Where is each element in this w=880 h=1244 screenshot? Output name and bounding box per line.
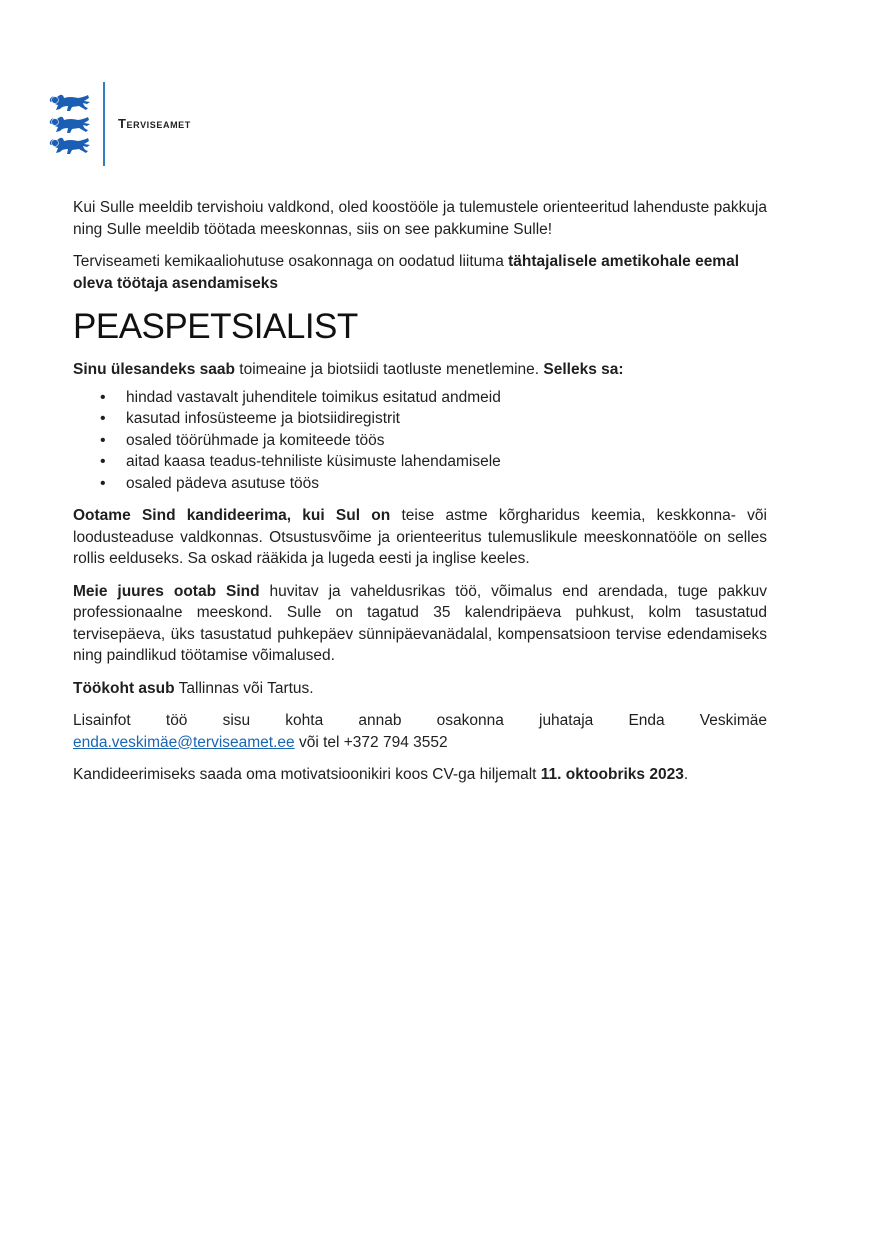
list-item: • osaled töörühmade ja komiteede töös (126, 430, 767, 452)
requirements-paragraph: Ootame Sind kandideerima, kui Sul on teise astme kõrgharidus keemia, keskkonna- või loodusteaduse valdkonnas. Otsustusvõime ja orienteeritus tulemuslikule meeskonnatööle on selles rollis eelduseks. Sa oskad rääkida ja lugeda eesti ja inglise keeles. (73, 507, 767, 567)
deadline-paragraph: Kandideerimiseks saada oma motivatsioonikiri koos CV-ga hiljemalt 11. oktoobriks 2023. (73, 766, 689, 783)
lion-icon (48, 136, 92, 155)
lion-icon (48, 93, 92, 112)
job-title: PEASPETSIALIST (73, 307, 358, 346)
job-posting (73, 197, 767, 797)
contact-email-link[interactable]: enda.veskimäe@terviseamet.ee (73, 733, 295, 751)
list-item: • aitad kaasa teadus-tehniliste küsimuste lahendamisele (126, 451, 767, 473)
tasks-list (73, 387, 767, 495)
logo (48, 82, 92, 166)
lion-icon (48, 115, 92, 134)
location-paragraph: Töökoht asub Tallinnas või Tartus. (73, 679, 314, 697)
list-item: • kasutad infosüsteeme ja biotsiidiregistrit (126, 408, 767, 430)
list-item: • osaled pädeva asutuse töös (126, 473, 767, 495)
contact-phone: või tel +372 794 3552 (294, 733, 448, 751)
offer-paragraph: Meie juures ootab Sind huvitav ja vaheldusrikas töö, võimalus end arendada, tuge pakkuv professionaalne meeskond. Sulle on tagatud 35 kalendripäeva puhkust, kolm tasustatud tervisepäeva, üks tasustatud puhkepäev sünnipäevanädalal, kompensatsioon tervise edendamiseks ning paindlikud töötamise võimalused. (73, 582, 767, 664)
tasks-lead: Sinu ülesandeks saab toimeaine ja biotsiidi taotluste menetlemine. Selleks sa: (73, 361, 624, 378)
three-lions-coat-of-arms-icon (48, 93, 92, 155)
department-paragraph: Terviseameti kemikaaliohutuse osakonnaga on oodatud liituma tähtajalisele ametikohale eemal oleva töötaja asendamiseks (73, 253, 740, 292)
logo-divider (103, 82, 105, 166)
brand-name: Terviseamet (118, 116, 191, 131)
intro-paragraph: Kui Sulle meeldib tervishoiu valdkond, oled koostööle ja tulemustele orienteeritud lahenduste pakkuja ning Sulle meeldib töötada meeskonnas, siis on see pakkumine Sulle! (73, 199, 767, 238)
list-item: • hindad vastavalt juhenditele toimikus esitatud andmeid (126, 387, 767, 409)
contact-paragraph: Lisainfot töö sisu kohta annab osakonna juhataja Enda Veskimäe enda.veskimäe@terviseamet.ee või tel +372 794 3552 (73, 712, 767, 751)
